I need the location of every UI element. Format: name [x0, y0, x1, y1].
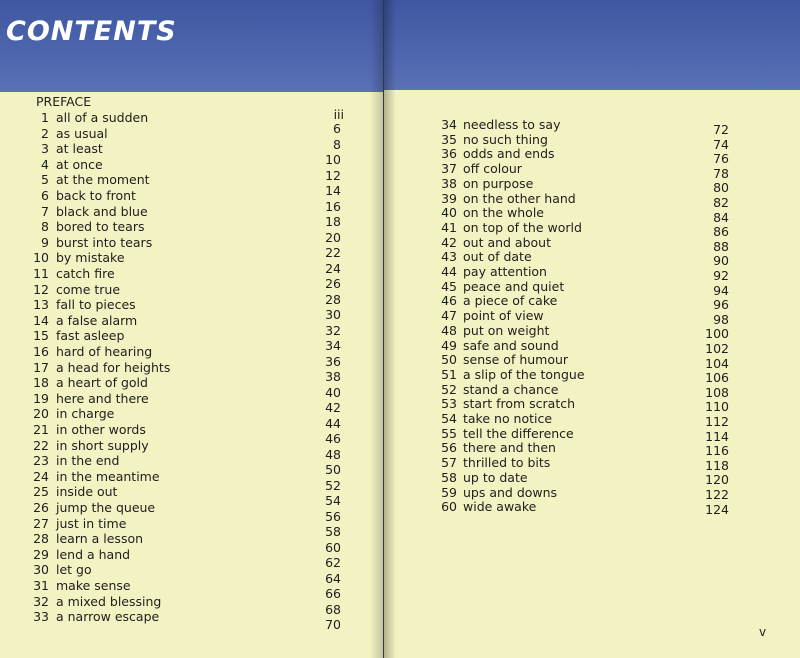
toc-entry-title: safe and sound — [463, 337, 559, 353]
toc-entry-page: 18 — [325, 214, 341, 229]
toc-entry-title: in the end — [56, 453, 120, 469]
toc-entry-page: 72 — [713, 122, 729, 137]
toc-entry-number: 2 — [41, 125, 49, 141]
toc-entry-page: 122 — [705, 487, 729, 502]
toc-entry-title: a heart of gold — [56, 375, 148, 391]
toc-entry-title: learn a lesson — [56, 531, 144, 547]
right-page — [384, 0, 800, 658]
toc-entry-title: wide awake — [463, 499, 537, 515]
toc-entry-number: 22 — [33, 437, 49, 453]
toc-entry-page: 86 — [713, 224, 729, 240]
toc-entry-number: 13 — [33, 297, 49, 313]
toc-entry-title: take no notice — [463, 411, 553, 426]
toc-entry-title: burst into tears — [56, 234, 153, 250]
toc-entry-number: 52 — [441, 381, 457, 397]
toc-entry-number: 17 — [33, 359, 49, 375]
toc-entry-page: 124 — [705, 501, 729, 517]
toc-entry-page: 120 — [705, 472, 729, 488]
toc-entry-number: 45 — [441, 278, 457, 294]
toc-entry-title: pay attention — [463, 264, 547, 279]
toc-entry-title: a narrow escape — [56, 609, 160, 625]
toc-entry-number: 37 — [441, 161, 457, 177]
toc-entry-page: 14 — [325, 183, 341, 198]
toc-entry-number: 25 — [33, 484, 49, 500]
toc-entry-number: 24 — [33, 468, 49, 484]
toc-entry-title: lend a hand — [56, 546, 131, 562]
toc-entry-title: in short supply — [56, 437, 149, 453]
toc-entry-title: on top of the world — [463, 219, 582, 235]
toc-entry-number: 53 — [441, 396, 457, 412]
toc-entry-number: 46 — [441, 293, 457, 309]
toc-entry-title: catch fire — [56, 266, 115, 281]
toc-entry-title: make sense — [56, 578, 131, 593]
toc-entry-page: 36 — [325, 353, 341, 369]
toc-entry-number: 39 — [441, 190, 457, 206]
toc-entry-page: 40 — [325, 384, 341, 400]
toc-entry-title: up to date — [463, 469, 528, 485]
toc-entry-number: 60 — [441, 499, 457, 515]
toc-entry-number: 50 — [441, 352, 457, 368]
toc-entry-number: 57 — [441, 455, 457, 471]
toc-entry-page: 34 — [325, 338, 341, 353]
toc-entry-title: by mistake — [56, 250, 125, 266]
toc-entry-page: 44 — [325, 415, 341, 431]
toc-entry-title: point of view — [463, 308, 544, 324]
toc-entry-number: 59 — [441, 484, 457, 500]
toc-entry-page: 38 — [325, 369, 341, 384]
book-gutter — [370, 0, 396, 658]
toc-entry-page: 104 — [705, 355, 729, 371]
toc-entry-number: 15 — [33, 328, 49, 344]
toc-entry-page: 20 — [325, 229, 341, 245]
toc-entry-number: 14 — [33, 312, 49, 328]
toc-entry-page: 32 — [325, 322, 341, 338]
toc-entry-title: in charge — [56, 406, 115, 422]
toc-entry-number: 30 — [33, 562, 49, 578]
toc-entry-number: 9 — [41, 234, 49, 250]
toc-entry-page: 76 — [713, 151, 729, 167]
toc-entry-number: 6 — [41, 188, 49, 203]
toc-entry-page: 80 — [713, 180, 729, 196]
toc-entry-number: 56 — [441, 440, 457, 456]
toc-entry-title: at once — [56, 156, 103, 172]
toc-entry-page: 8 — [333, 136, 341, 152]
toc-entry-number: 42 — [441, 234, 457, 250]
toc-entry-page: 10 — [325, 152, 341, 167]
toc-entry-number: 47 — [441, 308, 457, 324]
toc-entry-title: back to front — [56, 188, 136, 203]
toc-entry-page: 92 — [713, 268, 729, 283]
toc-entry-number: 31 — [33, 578, 49, 593]
preface-label: PREFACE — [36, 94, 92, 109]
toc-entry-title: a mixed blessing — [56, 593, 162, 609]
toc-entry-title: black and blue — [56, 203, 148, 219]
toc-entry-page: 46 — [325, 431, 341, 446]
toc-entry-page: 88 — [713, 238, 729, 254]
toc-entry-title: a piece of cake — [463, 293, 558, 309]
toc-entry-number: 33 — [33, 609, 49, 625]
toc-entry-page: 84 — [713, 209, 729, 225]
toc-entry-title: stand a chance — [463, 381, 559, 397]
toc-entry-page: 62 — [325, 555, 341, 570]
toc-entry-page: 6 — [333, 121, 341, 136]
toc-entry-page: 78 — [713, 165, 729, 181]
toc-entry-title: at least — [56, 141, 103, 157]
toc-entry-page: 12 — [325, 167, 341, 183]
toc-entry-page: 112 — [705, 414, 729, 429]
toc-entry-number: 55 — [441, 425, 457, 441]
toc-entry-number: 27 — [33, 515, 49, 531]
toc-entry-title: sense of humour — [463, 352, 569, 368]
toc-entry-title: start from scratch — [463, 396, 576, 412]
toc-entry-title: a slip of the tongue — [463, 366, 585, 382]
toc-entry-title: on the whole — [463, 205, 544, 221]
toc-entry-title: at the moment — [56, 172, 150, 188]
toc-entry-page: 116 — [705, 443, 729, 459]
toc-entry-title: there and then — [463, 440, 556, 456]
toc-entry-number: 5 — [41, 172, 49, 188]
header-band — [384, 0, 800, 90]
toc-entry-title: odds and ends — [463, 146, 555, 162]
toc-entry-page: 82 — [713, 195, 729, 210]
toc-entry-number: 4 — [41, 156, 49, 172]
toc-entry-title: let go — [56, 562, 92, 578]
toc-entry-title: peace and quiet — [463, 278, 565, 294]
toc-entry-title: put on weight — [463, 322, 550, 338]
toc-entry-number: 7 — [41, 203, 49, 219]
toc-entry-title: needless to say — [463, 117, 561, 132]
toc-entry-page: 96 — [713, 297, 729, 313]
toc-entry-page: 108 — [705, 384, 729, 400]
toc-entry-page: 74 — [713, 136, 729, 152]
toc-entry-title: a head for heights — [56, 359, 171, 375]
toc-entry-title: inside out — [56, 484, 118, 500]
toc-entry-title: jump the queue — [56, 500, 156, 515]
toc-entry-number: 26 — [33, 500, 49, 515]
toc-entry-title: ups and downs — [463, 484, 558, 500]
toc-entry-number: 58 — [441, 469, 457, 485]
toc-entry-number: 28 — [33, 531, 49, 547]
toc-entry-number: 51 — [441, 366, 457, 382]
toc-entry-number: 49 — [441, 337, 457, 353]
toc-entry-page: 60 — [325, 539, 341, 555]
toc-entry-page: 22 — [325, 245, 341, 260]
toc-entry-page: 28 — [325, 291, 341, 307]
toc-entry-title: tell the difference — [463, 425, 574, 441]
toc-entry-number: 8 — [41, 219, 49, 235]
toc-entry-number: 20 — [33, 406, 49, 422]
toc-entry-title: out and about — [463, 234, 552, 250]
toc-entry-page: 90 — [713, 253, 729, 269]
toc-entry-title: in the meantime — [56, 468, 160, 484]
toc-entry-page: 114 — [705, 428, 729, 444]
toc-entry-title: as usual — [56, 125, 108, 141]
toc-entry-page: 52 — [325, 477, 341, 493]
toc-entry-title: hard of hearing — [56, 344, 153, 359]
toc-entry-page: 24 — [325, 260, 341, 276]
toc-entry-title: out of date — [463, 249, 532, 265]
toc-entry-title: fall to pieces — [56, 297, 136, 313]
preface-page: iii — [333, 107, 344, 122]
toc-entry-page: 42 — [325, 400, 341, 415]
toc-entry-number: 43 — [441, 249, 457, 265]
toc-entry-title: on purpose — [463, 175, 534, 191]
toc-entry-page: 30 — [325, 307, 341, 322]
toc-entry-title: no such thing — [463, 131, 548, 147]
toc-entry-page: 66 — [325, 586, 341, 601]
toc-entry-number: 54 — [441, 411, 457, 426]
toc-entry-page: 98 — [713, 311, 729, 327]
toc-entry-title: just in time — [56, 515, 127, 531]
left-page — [0, 0, 383, 658]
toc-entry-page: 56 — [325, 508, 341, 524]
toc-entry-page: 26 — [325, 276, 341, 291]
toc-entry-title: fast asleep — [56, 328, 125, 344]
toc-entry-page: 58 — [325, 524, 341, 539]
toc-entry-page: 48 — [325, 446, 341, 462]
toc-entry-number: 1 — [41, 110, 49, 125]
toc-entry-number: 18 — [33, 375, 49, 391]
toc-entry-title: thrilled to bits — [463, 455, 551, 471]
toc-entry-title: off colour — [463, 161, 522, 177]
toc-entry-number: 3 — [41, 141, 49, 157]
toc-entry-page: 70 — [325, 617, 341, 632]
toc-entry-number: 34 — [441, 117, 457, 132]
page-folio: v — [759, 625, 767, 639]
toc-entry-title: a false alarm — [56, 312, 138, 328]
toc-entry-page: 102 — [705, 341, 729, 356]
toc-entry-title: bored to tears — [56, 219, 145, 235]
toc-entry-number: 48 — [441, 322, 457, 338]
toc-entry-number: 11 — [33, 266, 49, 281]
toc-entry-page: 110 — [705, 399, 729, 415]
toc-entry-number: 12 — [33, 281, 49, 297]
toc-entry-title: here and there — [56, 390, 149, 406]
toc-entry-title: on the other hand — [463, 190, 576, 206]
toc-entry-page: 64 — [325, 570, 341, 586]
toc-entry-number: 16 — [33, 344, 49, 359]
toc-entry-number: 23 — [33, 453, 49, 469]
toc-entry-page: 16 — [325, 198, 341, 214]
toc-entry-number: 29 — [33, 546, 49, 562]
toc-entry-number: 41 — [441, 219, 457, 235]
toc-entry-page: 68 — [325, 601, 341, 617]
toc-entry-page: 94 — [713, 282, 729, 298]
toc-entry-title: in other words — [56, 422, 146, 437]
toc-entry-page: 118 — [705, 457, 729, 473]
toc-entry-page: 100 — [705, 326, 729, 342]
toc-entry-number: 32 — [33, 593, 49, 609]
contents-heading: CONTENTS — [6, 16, 177, 47]
toc-entry-number: 35 — [441, 131, 457, 147]
toc-entry-page: 50 — [325, 462, 341, 477]
toc-entry-number: 36 — [441, 146, 457, 162]
toc-entry-number: 21 — [33, 422, 49, 437]
toc-entry-number: 10 — [33, 250, 49, 266]
toc-entry-page: 106 — [705, 370, 729, 386]
toc-entry-number: 44 — [441, 264, 457, 279]
toc-entry-number: 19 — [33, 390, 49, 406]
toc-entry-title: all of a sudden — [56, 110, 149, 125]
toc-entry-number: 38 — [441, 175, 457, 191]
toc-entry-page: 54 — [325, 493, 341, 508]
toc-entry-title: come true — [56, 281, 121, 297]
toc-entry-number: 40 — [441, 205, 457, 221]
